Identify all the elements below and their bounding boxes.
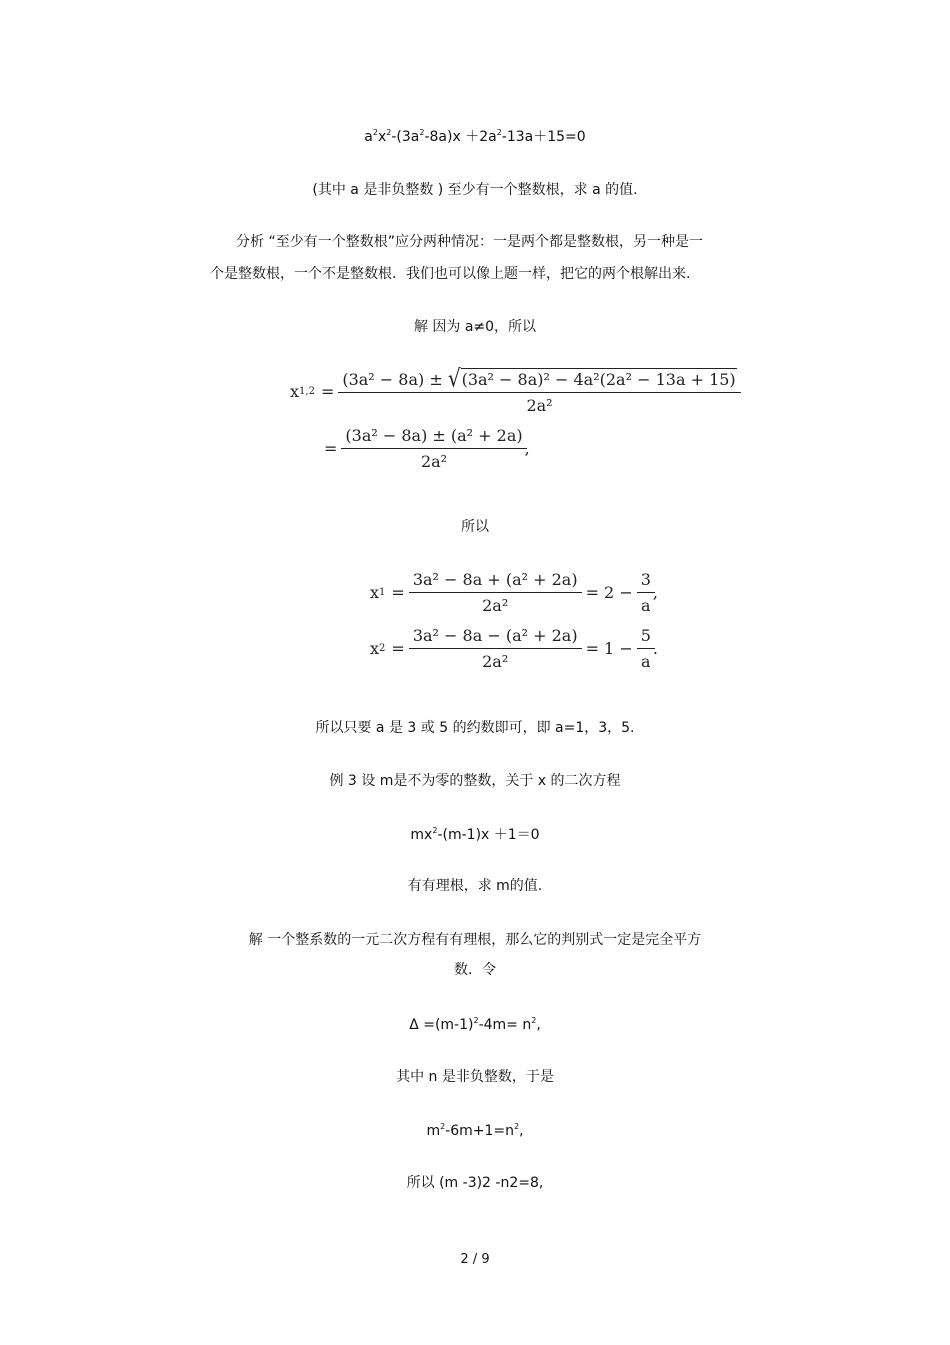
- rational-root-text: 有有理根，求 m的值.: [407, 878, 543, 894]
- example-3-heading: 例 3 设 m是不为零的整数，关于 x 的二次方程: [329, 773, 621, 789]
- final-equation: 所以 (m -3)2 -n2=8,: [406, 1175, 544, 1191]
- where-n-text: 其中 n 是非负整数，于是: [396, 1069, 554, 1085]
- formula-x12: x 1,2 = (3a² − 8a) ± √ (3a² − 8a)² − 4a²(2a² − 13a + 15) 2a² = $\frac{\text{(3a² − 8a) ± (a² + 2a)}}{\text{2a²}}$ ,: [290, 368, 720, 478]
- page-number: 2 / 9: [460, 1252, 490, 1267]
- solution-2-line-1: 解 一个整系数的一元二次方程有有理根，那么它的判别式一定是完全平方: [248, 932, 702, 948]
- formula-x1-x2: x 1 = $\frac{\text{3a² − 8a + (a² + 2a)}}{\text{2a²}}$ = 2 − $\frac{3}{a}$ , x 2 = $\frac{\text{3a² − 8a − (a² + 2a)}}{\text{2a²}}$ = 1 − $\frac{5}{a}$ .: [370, 570, 659, 671]
- therefore-1: 所以: [461, 519, 489, 535]
- discriminant-equation: $\Delta =(m-1)^2-4m= n^2$,: [409, 1016, 541, 1033]
- solution-intro: 解 因为 a≠0，所以: [413, 319, 537, 335]
- equation-n: $m^2-6m+1=n^2$,: [426, 1122, 524, 1139]
- analysis-paragraph: 分析 “至少有一个整数根”应分两种情况：一是两个都是整数根，另一种是一 个是整数根，一个不是整数根．我们也可以像上题一样，把它的两个根解出来.: [210, 234, 703, 282]
- conclusion-text: 所以只要 a 是 3 或 5 的约数即可，即 a=1，3，5.: [315, 720, 635, 736]
- equation-quadratic-a: $a^2x^2-(3a^2-8a)x +2a^2-13a+15=0$: [364, 128, 586, 145]
- solution-2-line-2: 数．令: [454, 962, 496, 978]
- equation-m: $mx^2-(m-1)x +1=0$: [410, 826, 540, 843]
- condition-text: (其中 a 是非负整数 ) 至少有一个整数根，求 a 的值.: [312, 182, 638, 198]
